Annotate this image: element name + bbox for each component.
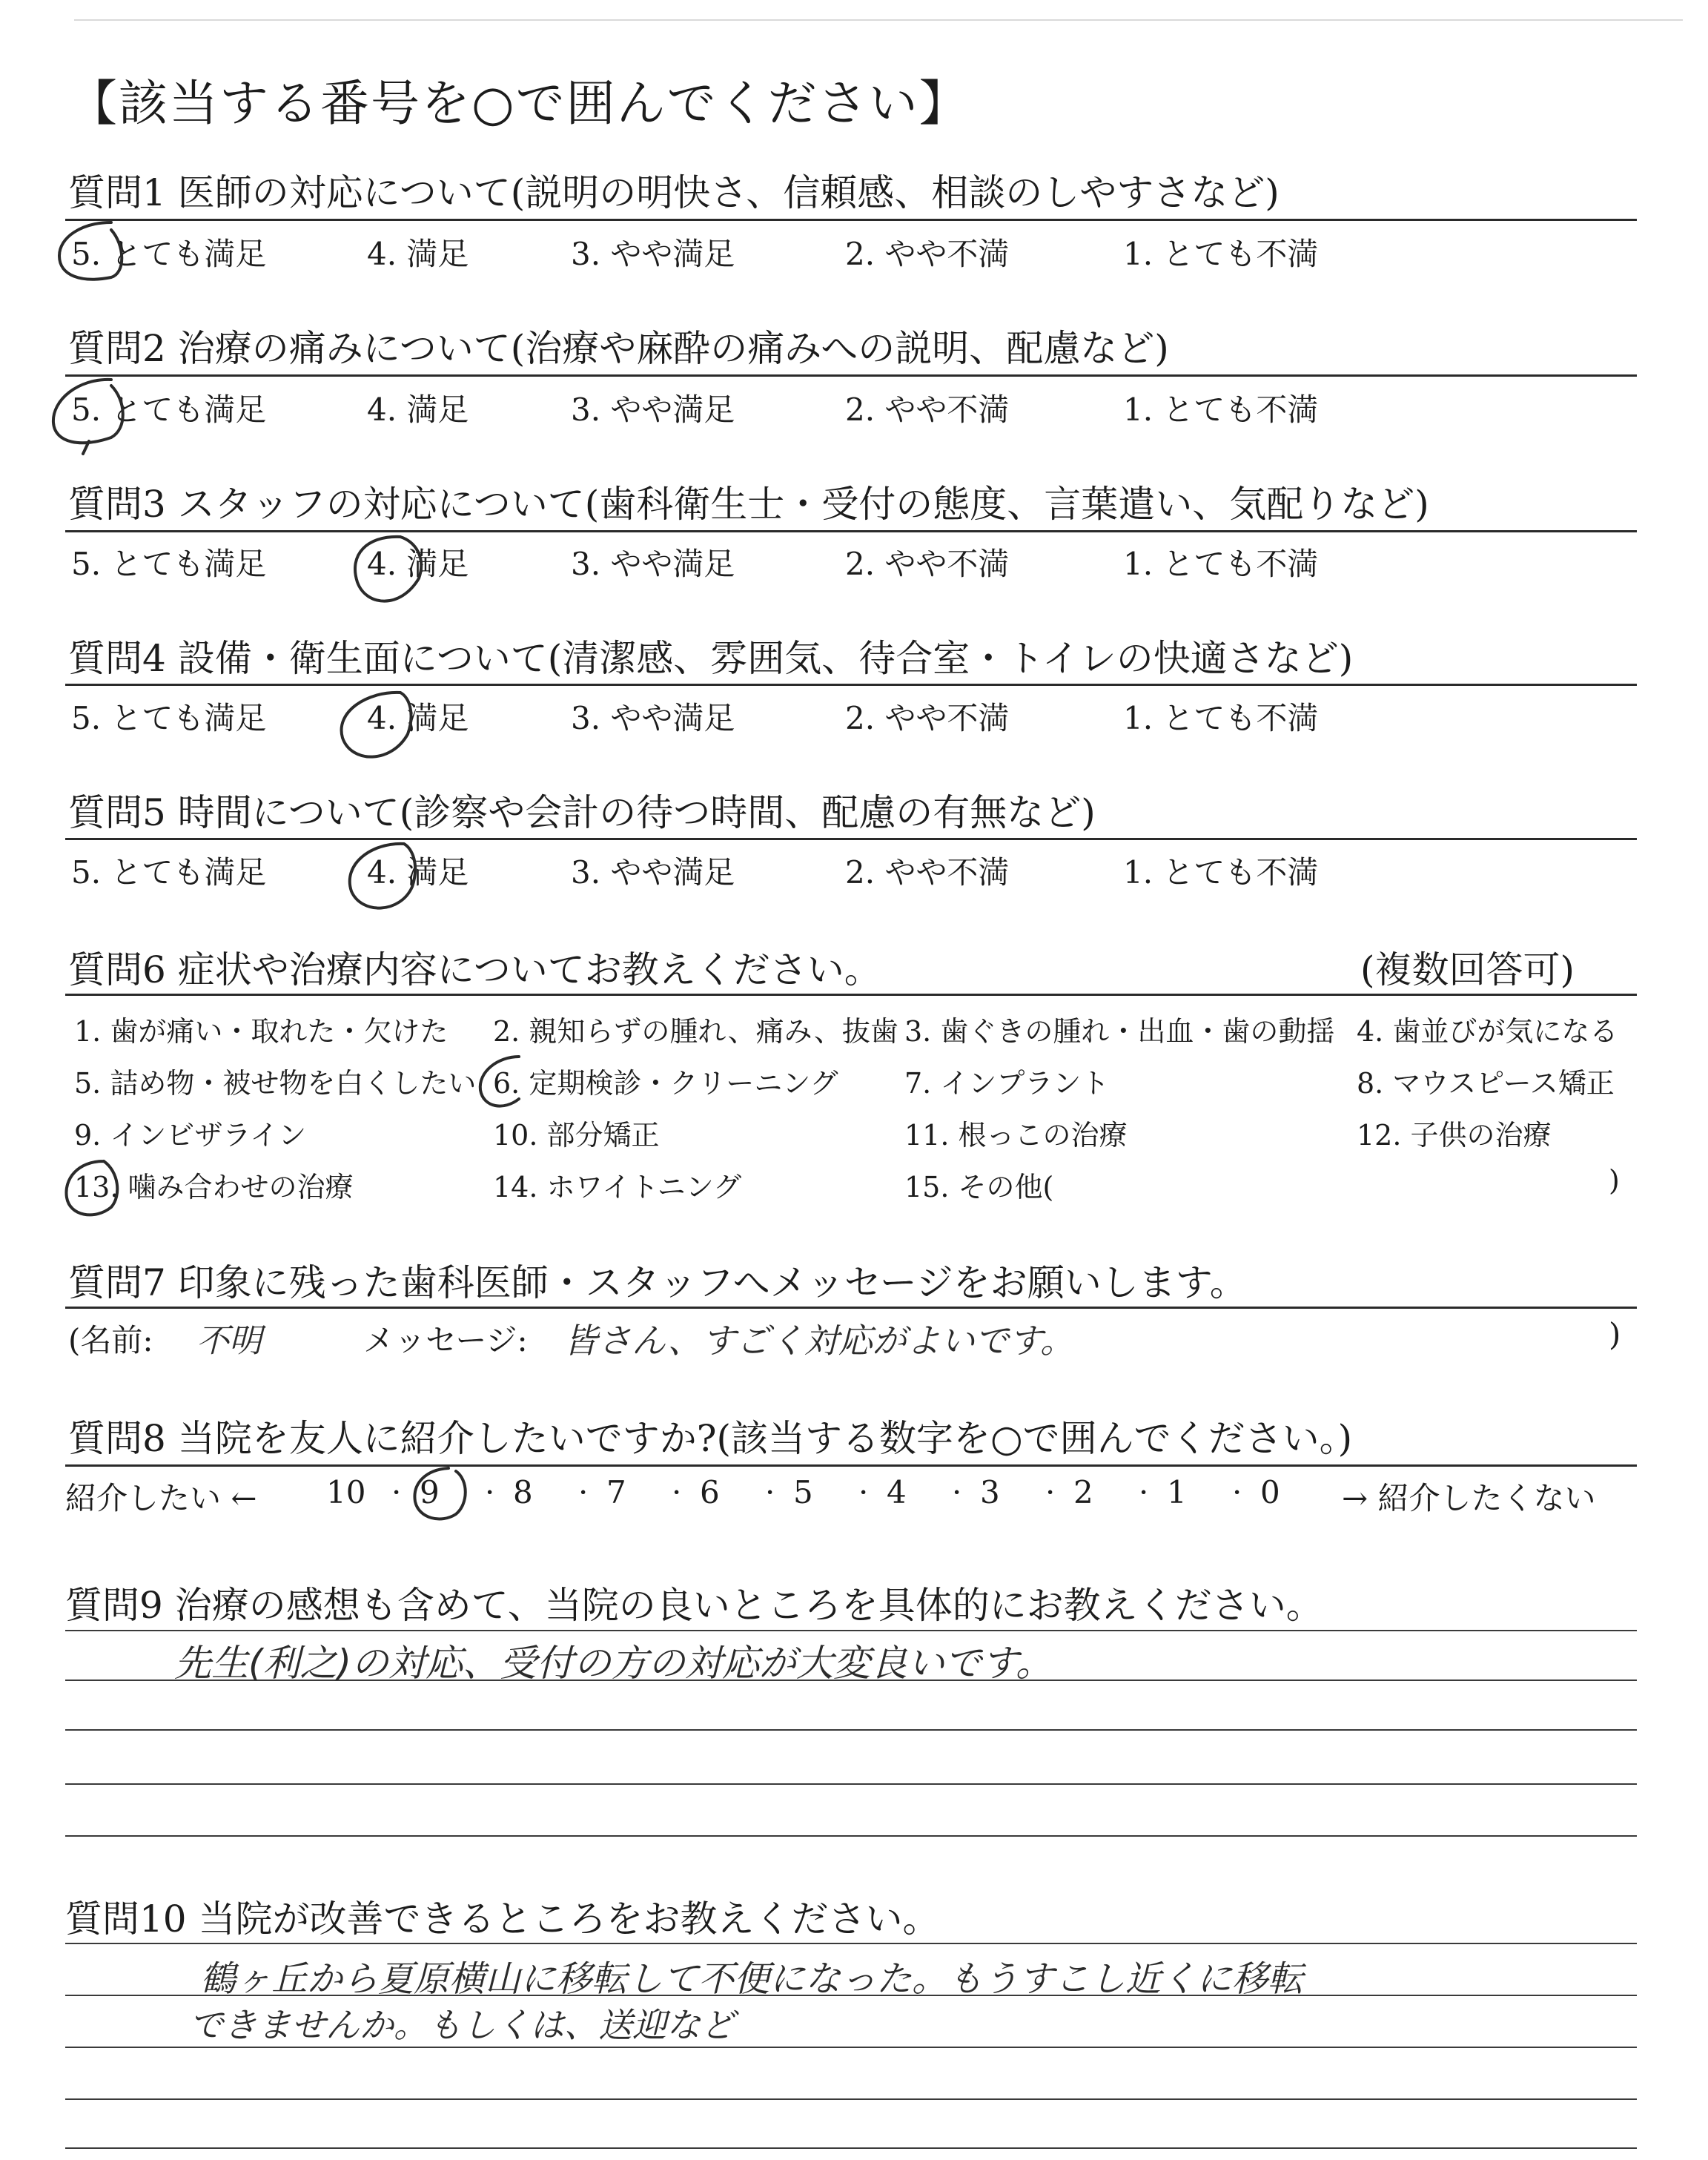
q9-answer[interactable]: 先生(利之)の対応、受付の方の対応が大変良いです。 bbox=[174, 1642, 1053, 1685]
question-8-label: 質問8 当院を友人に紹介したいですか?(該当する数字を○で囲んでください。) bbox=[68, 1417, 1353, 1460]
question-4-label: 質問4 設備・衛生面について(清潔感、雰囲気、待合室・トイレの快適さなど) bbox=[68, 637, 1354, 680]
question-7-label: 質問7 印象に残った歯科医師・スタッフへメッセージをお願いします。 bbox=[68, 1261, 1247, 1304]
q6-item-14[interactable]: 14. ホワイトニング bbox=[493, 1171, 742, 1203]
q8-scale-separator: · bbox=[1139, 1474, 1149, 1510]
q4-option-4[interactable]: 4. 満足 bbox=[367, 700, 469, 736]
q1-option-3[interactable]: 3. やや満足 bbox=[571, 236, 735, 272]
top-border bbox=[74, 19, 1683, 21]
q5-option-4[interactable]: 4. 満足 bbox=[367, 854, 469, 891]
q4-option-2[interactable]: 2. やや不満 bbox=[845, 700, 1010, 736]
q6-item-4[interactable]: 4. 歯並びが気になる bbox=[1357, 1015, 1618, 1048]
q8-scale-6[interactable]: 6 bbox=[700, 1474, 720, 1510]
q10-answer-line-1[interactable]: 鶴ヶ丘から夏原横山に移転して不便になった。もうすこし近くに移転 bbox=[200, 1958, 1304, 2000]
q8-left-label: 紹介したい ← bbox=[65, 1480, 257, 1516]
q8-scale-separator: · bbox=[1232, 1474, 1242, 1510]
q10-line-4 bbox=[65, 2098, 1637, 2100]
q8-scale-3[interactable]: 3 bbox=[980, 1474, 1000, 1510]
q1-option-5[interactable]: 5. とても満足 bbox=[71, 236, 267, 272]
q4-option-3[interactable]: 3. やや満足 bbox=[571, 700, 735, 736]
question-7-rule bbox=[65, 1307, 1637, 1309]
question-2-label: 質問2 治療の痛みについて(治療や麻酔の痛みへの説明、配慮など) bbox=[68, 327, 1169, 370]
page-title: 【該当する番号を○で囲んでください】 bbox=[68, 75, 970, 132]
q9-line-1 bbox=[65, 1630, 1637, 1631]
q8-scale-separator: · bbox=[672, 1474, 682, 1510]
q7-close-paren: ) bbox=[1609, 1316, 1621, 1353]
q6-item-7[interactable]: 7. インプラント bbox=[904, 1067, 1110, 1100]
q8-scale-0[interactable]: 0 bbox=[1260, 1474, 1280, 1510]
question-3-rule bbox=[65, 530, 1637, 532]
q6-item-6[interactable]: 6. 定期検診・クリーニング bbox=[493, 1067, 838, 1100]
q8-scale-separator: · bbox=[578, 1474, 589, 1510]
q5-option-5[interactable]: 5. とても満足 bbox=[71, 854, 267, 891]
q6-item-13[interactable]: 13. 噛み合わせの治療 bbox=[74, 1171, 354, 1203]
q5-option-3[interactable]: 3. やや満足 bbox=[571, 854, 735, 891]
q6-item-12[interactable]: 12. 子供の治療 bbox=[1357, 1119, 1552, 1152]
q5-option-2[interactable]: 2. やや不満 bbox=[845, 854, 1010, 891]
q8-scale-separator: · bbox=[858, 1474, 869, 1510]
question-6-label: 質問6 症状や治療内容についてお教えください。 bbox=[68, 948, 881, 991]
q7-message-value[interactable]: 皆さん、すごく対応がよいです。 bbox=[563, 1321, 1075, 1361]
q6-item-15[interactable]: 15. その他( bbox=[904, 1171, 1054, 1203]
q9-line-5 bbox=[65, 1835, 1637, 1837]
q7-name-label: (名前: bbox=[68, 1322, 153, 1358]
question-2-rule bbox=[65, 374, 1637, 377]
q9-line-4 bbox=[65, 1783, 1637, 1785]
q1-option-4[interactable]: 4. 満足 bbox=[367, 236, 469, 272]
q2-option-2[interactable]: 2. やや不満 bbox=[845, 392, 1010, 428]
q8-scale-1[interactable]: 1 bbox=[1167, 1474, 1187, 1510]
q6-item-5[interactable]: 5. 詰め物・被せ物を白くしたい bbox=[74, 1067, 477, 1100]
question-1-rule bbox=[65, 219, 1637, 221]
question-3-label: 質問3 スタッフの対応について(歯科衛生士・受付の態度、言葉遣い、気配りなど) bbox=[68, 483, 1429, 526]
q1-option-2[interactable]: 2. やや不満 bbox=[845, 236, 1010, 272]
question-6-note: (複数回答可) bbox=[1360, 948, 1575, 991]
q6-item-11[interactable]: 11. 根っこの治療 bbox=[904, 1119, 1128, 1152]
q7-message-label: メッセージ: bbox=[363, 1322, 528, 1358]
q10-line-1 bbox=[65, 1943, 1637, 1944]
q4-option-5[interactable]: 5. とても満足 bbox=[71, 700, 267, 736]
q3-option-4[interactable]: 4. 満足 bbox=[367, 546, 469, 582]
q6-item-10[interactable]: 10. 部分矯正 bbox=[493, 1119, 660, 1152]
question-4-rule bbox=[65, 684, 1637, 686]
q10-line-5 bbox=[65, 2147, 1637, 2149]
question-10-label: 質問10 当院が改善できるところをお教えください。 bbox=[65, 1898, 940, 1941]
q4-option-1[interactable]: 1. とても不満 bbox=[1123, 700, 1319, 736]
q8-scale-4[interactable]: 4 bbox=[887, 1474, 907, 1510]
question-6-rule bbox=[65, 994, 1637, 996]
q8-scale-separator: · bbox=[765, 1474, 775, 1510]
q6-item-8[interactable]: 8. マウスピース矯正 bbox=[1357, 1067, 1615, 1100]
q2-option-3[interactable]: 3. やや満足 bbox=[571, 392, 735, 428]
q8-scale-separator: · bbox=[391, 1474, 402, 1510]
q6-item-3[interactable]: 3. 歯ぐきの腫れ・出血・歯の動揺 bbox=[904, 1015, 1335, 1048]
q5-option-1[interactable]: 1. とても不満 bbox=[1123, 854, 1319, 891]
q1-option-1[interactable]: 1. とても不満 bbox=[1123, 236, 1319, 272]
q2-option-4[interactable]: 4. 満足 bbox=[367, 392, 469, 428]
q8-scale-2[interactable]: 2 bbox=[1073, 1474, 1093, 1510]
question-8-rule bbox=[65, 1464, 1637, 1467]
q8-scale-separator: · bbox=[952, 1474, 962, 1510]
q8-scale-separator: · bbox=[485, 1474, 495, 1510]
q8-scale-separator: · bbox=[1045, 1474, 1056, 1510]
q6-item-2[interactable]: 2. 親知らずの腫れ、痛み、抜歯 bbox=[493, 1015, 898, 1048]
q3-option-3[interactable]: 3. やや満足 bbox=[571, 546, 735, 582]
q8-scale-10[interactable]: 10 bbox=[326, 1474, 366, 1510]
q8-scale-9[interactable]: 9 bbox=[420, 1474, 440, 1510]
q6-item-9[interactable]: 9. インビザライン bbox=[74, 1119, 307, 1152]
q6-item-1[interactable]: 1. 歯が痛い・取れた・欠けた bbox=[74, 1015, 448, 1048]
q8-scale-7[interactable]: 7 bbox=[606, 1474, 626, 1510]
q8-scale-8[interactable]: 8 bbox=[513, 1474, 533, 1510]
q8-scale-5[interactable]: 5 bbox=[793, 1474, 813, 1510]
q3-option-2[interactable]: 2. やや不満 bbox=[845, 546, 1010, 582]
question-9-label: 質問9 治療の感想も含めて、当院の良いところを具体的にお教えください。 bbox=[65, 1584, 1323, 1627]
question-5-rule bbox=[65, 838, 1637, 840]
q3-option-1[interactable]: 1. とても不満 bbox=[1123, 546, 1319, 582]
q3-option-5[interactable]: 5. とても満足 bbox=[71, 546, 267, 582]
q6-item-15-close: ) bbox=[1609, 1164, 1620, 1197]
q9-line-3 bbox=[65, 1729, 1637, 1731]
q10-answer-line-2[interactable]: できませんか。もしくは、送迎など bbox=[189, 2005, 735, 2045]
q2-option-1[interactable]: 1. とても不満 bbox=[1123, 392, 1319, 428]
question-5-label: 質問5 時間について(診察や会計の待つ時間、配慮の有無など) bbox=[68, 791, 1096, 834]
q7-name-value[interactable]: 不明 bbox=[196, 1322, 262, 1360]
question-1-label: 質問1 医師の対応について(説明の明快さ、信頼感、相談のしやすさなど) bbox=[68, 171, 1280, 214]
q8-right-label: → 紹介したくない bbox=[1342, 1480, 1596, 1516]
q2-option-5[interactable]: 5. とても満足 bbox=[71, 392, 267, 428]
